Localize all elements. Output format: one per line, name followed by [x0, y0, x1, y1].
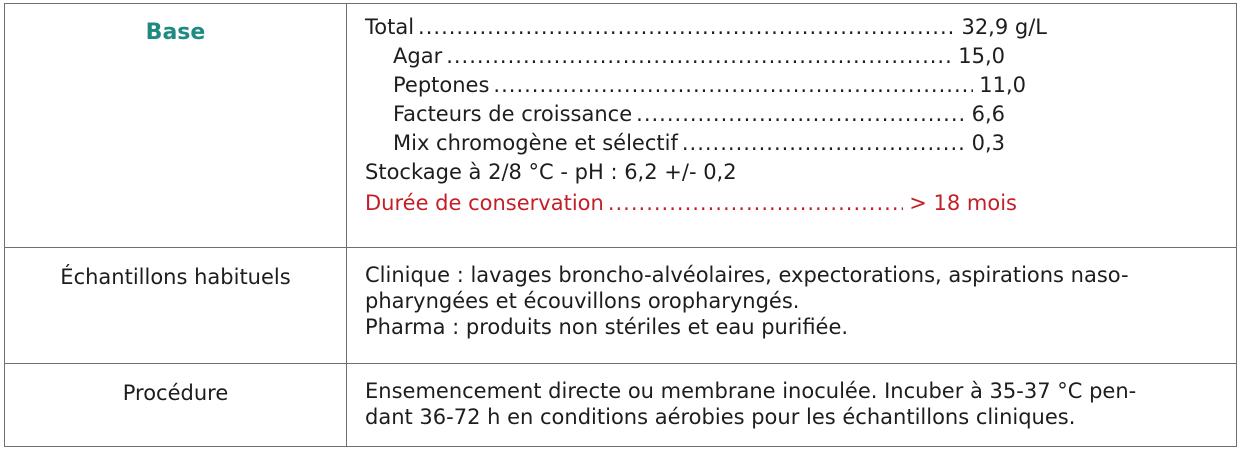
leader-dots — [418, 14, 955, 40]
samples-label: Échantillons habituels — [5, 248, 347, 364]
leader-dots — [446, 43, 952, 69]
component-value: 0,3 — [971, 131, 1005, 155]
total-label: Total — [365, 15, 415, 39]
base-composition — [347, 4, 1237, 248]
leader-dots — [493, 72, 973, 98]
procedure-line: dant 36-72 h en conditions aérobies pour les échantillons cliniques. — [365, 405, 1076, 429]
component-line-peptones — [365, 72, 1026, 101]
component-label: Facteurs de croissance — [393, 102, 633, 126]
storage-line: Stockage à 2/8 °C - pH : 6,2 +/- 0,2 — [365, 160, 737, 184]
procedure-paragraph — [365, 378, 1208, 430]
shelf-life-label: Durée de conservation — [365, 191, 604, 215]
procedure-text — [347, 364, 1237, 447]
component-value: 15,0 — [958, 44, 1005, 68]
shelf-life-line — [365, 190, 1017, 219]
samples-text — [347, 248, 1237, 364]
procedure-label: Procédure — [5, 364, 347, 447]
shelf-life-value: > 18 mois — [909, 191, 1017, 215]
samples-line: Pharma : produits non stériles et eau purifiée. — [365, 315, 849, 339]
samples-line: pharyngées et écouvillons oropharyngés. — [365, 289, 800, 313]
component-label: Agar — [393, 44, 443, 68]
procedure-row — [5, 364, 1237, 447]
component-label: Mix chromogène et sélectif — [393, 131, 678, 155]
samples-paragraph — [365, 262, 1208, 340]
total-value: 32,9 g/L — [961, 15, 1047, 39]
component-label: Peptones — [393, 73, 490, 97]
component-value: 11,0 — [979, 73, 1026, 97]
base-label: Base — [5, 4, 347, 248]
leader-dots — [636, 101, 965, 127]
base-row — [5, 4, 1237, 248]
component-line-agar — [365, 43, 1005, 72]
component-line-chromogenic-mix — [365, 130, 1005, 159]
samples-row — [5, 248, 1237, 364]
total-line — [365, 14, 1047, 43]
component-line-growth-factors — [365, 101, 1005, 130]
specification-table — [4, 3, 1237, 447]
composition-list — [365, 14, 1047, 219]
component-value: 6,6 — [971, 102, 1005, 126]
procedure-line: Ensemencement directe ou membrane inoculée. Incuber à 35-37 °C pen- — [365, 379, 1137, 403]
leader-dots — [682, 130, 966, 156]
leader-dots — [608, 190, 903, 216]
samples-line: Clinique : lavages broncho-alvéolaires, expectorations, aspirations naso- — [365, 263, 1129, 287]
